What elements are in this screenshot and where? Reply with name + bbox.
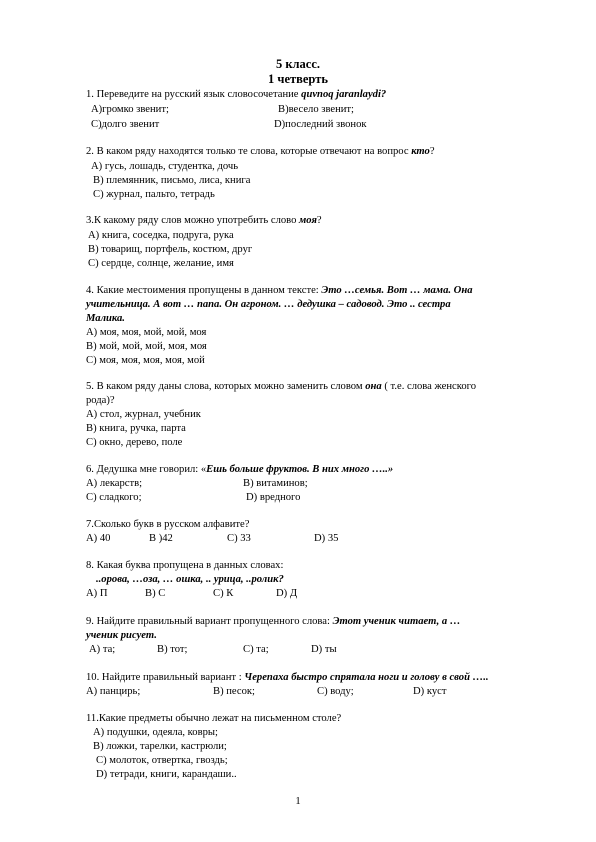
option-c: C) К [213, 588, 234, 599]
option-b: B) ложки, тарелки, кастрюли; [93, 741, 227, 752]
option-a: A) панцирь; [86, 686, 141, 697]
option-d: D) тетради, книги, карандаши.. [96, 769, 237, 780]
option-a: A) та; [89, 644, 116, 655]
options-row [0, 491, 596, 505]
option-d: D) ты [311, 644, 337, 655]
question-text-suffix: ( т.е. слова женского [381, 381, 477, 392]
question-emphasis: Ешь больше фруктов. В них много …..» [206, 464, 394, 475]
option-c: C) молоток, отвертка, гвоздь; [96, 755, 228, 766]
quarter-title: 1 четверть [268, 72, 328, 86]
option-a: A) лекарств; [86, 478, 143, 489]
options-row [0, 118, 596, 132]
option-d: D) Д [276, 588, 298, 599]
option-a: A) книга, соседка, подруга, рука [88, 230, 234, 241]
option-c: C) журнал, пальто, тетрадь [93, 189, 215, 200]
question-text-suffix: ? [429, 146, 435, 157]
options-row [0, 477, 596, 491]
question-emphasis: она [365, 381, 382, 392]
grade-title: 5 класс. [275, 57, 321, 71]
option-b: B )42 [149, 533, 173, 544]
question-2 [86, 145, 435, 158]
option-c: C) воду; [317, 686, 354, 697]
question-text: 2. В каком ряду находятся только те слова, которые отвечают на вопрос [86, 146, 412, 157]
question-text: 11.Какие предметы обычно лежат на письменном столе? [86, 713, 342, 724]
question-8 [86, 559, 283, 572]
question-11 [86, 712, 341, 725]
option-b: B)весело звенит; [278, 104, 355, 115]
question-text-suffix: ? [316, 215, 322, 226]
option-b: B) товарищ, портфель, костюм, друг [88, 244, 253, 255]
question-emphasis-line-2: ..орова, …оза, … ошка, .. урица, ..ролик? [96, 574, 284, 585]
options-row [0, 685, 596, 699]
question-emphasis: кто [411, 146, 430, 157]
question-line-2: рода)? [86, 395, 115, 406]
option-a: A) подушки, одеяла, ковры; [93, 727, 218, 738]
option-b: B) С [145, 588, 166, 599]
option-d: D) куст [413, 686, 447, 697]
option-c: C) та; [243, 644, 269, 655]
option-c: C)долго звенит [91, 119, 160, 130]
option-a: A) гусь, лошадь, студентка, дочь [91, 161, 239, 172]
option-c: C) 33 [227, 533, 251, 544]
option-d: D) 35 [314, 533, 339, 544]
option-c: C) сердце, солнце, желание, имя [88, 258, 234, 269]
options-row [0, 643, 596, 657]
question-9 [86, 615, 460, 628]
option-a: A)громко звенит; [91, 104, 169, 115]
question-text: 5. В каком ряду даны слова, которых можно заменить словом [86, 381, 366, 392]
option-b: B) песок; [213, 686, 255, 697]
option-a: A) П [86, 588, 108, 599]
question-text: 9. Найдите правильный вариант пропущенного слова: [86, 616, 333, 627]
question-6 [86, 463, 393, 476]
question-text: 1. Переведите на русский язык словосочетание [86, 89, 302, 100]
question-emphasis-line-3: Малика. [86, 313, 125, 324]
option-d: D)последний звонок [274, 119, 367, 130]
question-emphasis: quvnoq jaranlaydi? [301, 89, 387, 100]
question-5 [86, 380, 476, 393]
option-b: B) тот; [157, 644, 188, 655]
option-d: D) вредного [246, 492, 301, 503]
question-4 [86, 284, 473, 297]
question-emphasis: Это …семья. Вот … мама. Она [321, 285, 473, 296]
page-number: 1 [295, 796, 301, 807]
question-text: 3.К какому ряду слов можно употребить слово [86, 215, 300, 226]
option-c: C) сладкого; [86, 492, 142, 503]
question-text: 4. Какие местоимения пропущены в данном тексте: [86, 285, 322, 296]
option-a: A) 40 [86, 533, 111, 544]
option-a: A) моя, моя, мой, мой, моя [86, 327, 207, 338]
question-10 [86, 671, 489, 684]
question-emphasis: Черепаха быстро спрятала ноги и голову в свой ….. [244, 672, 489, 683]
options-row [0, 587, 596, 601]
option-b: B) витаминов; [243, 478, 308, 489]
question-7 [86, 518, 249, 531]
question-emphasis: моя [299, 215, 317, 226]
option-b: B) книга, ручка, парта [86, 423, 186, 434]
option-a: A) стол, журнал, учебник [86, 409, 201, 420]
question-emphasis-line-2: ученик рисует. [86, 630, 157, 641]
question-3 [86, 214, 322, 227]
question-text: 7.Сколько букв в русском алфавите? [86, 519, 250, 530]
question-text: 8. Какая буква пропущена в данных словах: [86, 560, 284, 571]
question-text: 10. Найдите правильный вариант : [86, 672, 245, 683]
option-b: B) мой, мой, мой, моя, моя [86, 341, 207, 352]
option-c: C) моя, моя, моя, моя, мой [86, 355, 205, 366]
question-1 [86, 88, 386, 101]
question-emphasis: Этот ученик читает, а … [332, 616, 461, 627]
options-row [0, 103, 596, 117]
question-text: 6. Дедушка мне говорил: « [86, 464, 207, 475]
option-c: C) окно, дерево, поле [86, 437, 183, 448]
question-emphasis-line-2: учительница. А вот … папа. Он агроном. … дедушка – садовод. Это .. сестра [86, 299, 451, 310]
option-b: B) племянник, письмо, лиса, книга [93, 175, 251, 186]
options-row [0, 532, 596, 546]
